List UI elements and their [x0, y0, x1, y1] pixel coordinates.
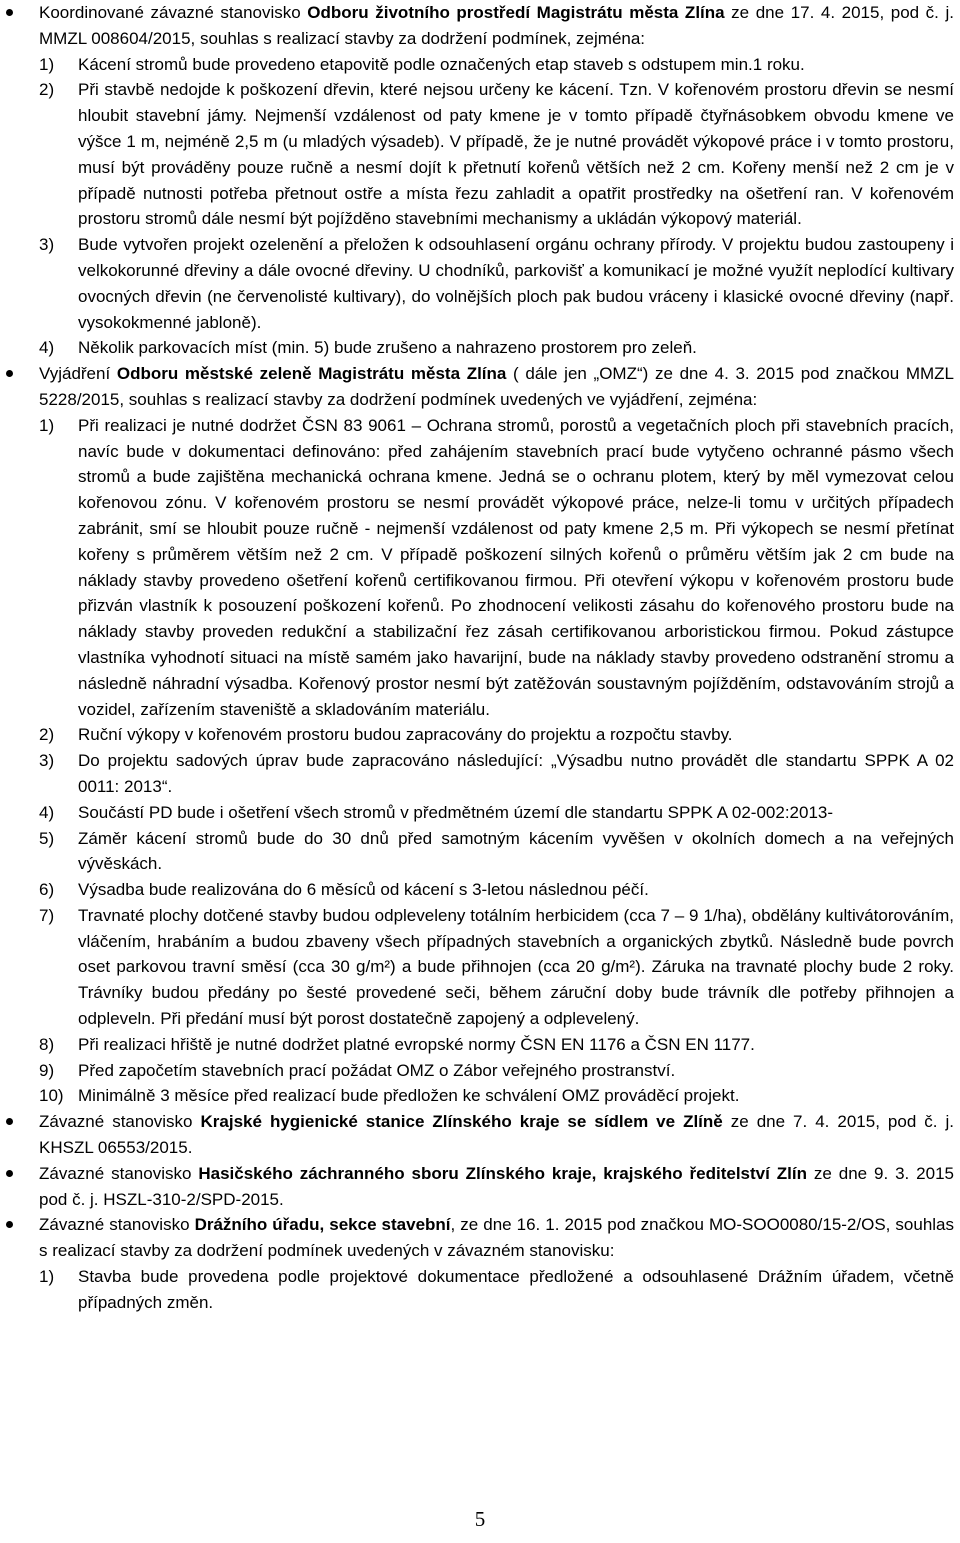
- condition-text: Při realizaci je nutné dodržet ČSN 83 9061 – Ochrana stromů, porostů a vegetačních ploch při stavebních pracích, navíc bude v dokumentaci definováno: před zahájením stavebních prací bude vytyčeno ochranné pásmo všech stromů a bude zajištěna mechanická ochrana kmene. Jedná se o ochranu plotem, který by měl vymezovat celou kořenovou zónu. V kořenovém prostoru se nesmí provádět výkopové práce, nelze-li tomu v určitých případech zabránit, smí se hloubit pouze ručně - nejmenší vzdálenost od paty kmene 2,5 m. Při výkopech se nesmí přetínat kořeny s průměrem větším než 2 cm. V případě poškození silných kořenů o průměru větším jak 2 cm bude na náklady stavby provedeno ošetření kořenů certifikovanou firmou. Při otevření výkopu v kořenovém prostoru bude přizván vlastník k posouzení poškození kořenů. Po zhodnocení velikosti zásahu do kořenového prostoru bude na náklady stavby proveden redukční a stabilizační řez zásah certifikovanou arboristickou firmou. Pokud zástupce vlastníka vyhodnotí situaci na místě samém jako havarijní, bude na náklady stavby provedeno odstranění stromu a následně náhradní výsadba. Kořenový prostor nesmí být zatěžován soustavným pojížděním, odstavováním strojů a vozidel, zařízením staveniště a skladováním materiálu.: [78, 415, 954, 719]
- intro-text: Závazné stanovisko: [39, 1112, 201, 1132]
- condition-item: [39, 748, 954, 800]
- condition-item: [39, 1058, 954, 1084]
- condition-item: [39, 826, 954, 878]
- condition-number: 1): [39, 415, 55, 435]
- intro-text: Koordinované závazné stanovisko: [39, 3, 308, 22]
- section-intro: [39, 1212, 954, 1264]
- bullet-dot-icon: [6, 1118, 13, 1125]
- condition-text: Výsadba bude realizována do 6 měsíců od kácení s 3-letou následnou péčí.: [78, 880, 649, 900]
- section-intro: [39, 0, 954, 52]
- condition-number: 1): [39, 54, 55, 74]
- condition-text: Před započetím stavebních prací požádat OMZ o Zábor veřejného prostranství.: [78, 1060, 676, 1080]
- condition-item: [39, 1032, 954, 1058]
- condition-number: 5): [39, 828, 55, 848]
- intro-text: Vyjádření: [39, 364, 117, 384]
- condition-list: [39, 413, 954, 1110]
- condition-text: Ruční výkopy v kořenovém prostoru budou zapracovány do projektu a rozpočtu stavby.: [78, 725, 733, 745]
- authority-name: Drážního úřadu, sekce stavební: [194, 1215, 451, 1235]
- intro-text: , ze dne 16. 1. 2015 pod značkou MO-SOO0080/15-2/OS, souhlas s realizací stavby za dodržení podmínek uvedených v závazném stanovisku:: [39, 1215, 955, 1261]
- condition-text: Kácení stromů bude provedeno etapovitě podle označených etap staveb s odstupem min.1 roku.: [78, 54, 805, 74]
- section-intro: [39, 361, 954, 413]
- condition-item: [39, 903, 954, 1032]
- condition-text: Bude vytvořen projekt ozelenění a přeložen k odsouhlasení orgánu ochrany přírody. V projektu budou zastoupeny i velkokorunné dřeviny a dále ovocné dřeviny. U chodníků, parkovišť a komunikací je možné využít neplodící kultivary ovocných dřevin (ne červenolisté kultivary), do volnějších ploch pak budou vráceny i klasické ovocné dřeviny (např. vysokokmenné jabloně).: [78, 235, 954, 332]
- condition-number: 3): [39, 751, 55, 771]
- intro-text: Závazné stanovisko: [39, 1215, 195, 1235]
- condition-number: 1): [39, 1267, 55, 1287]
- condition-item: [39, 232, 954, 335]
- condition-item: [39, 722, 954, 748]
- bullet-section: [0, 1161, 960, 1213]
- condition-item: [39, 800, 954, 826]
- condition-number: 7): [39, 905, 55, 925]
- intro-text: ( dále jen „OMZ“) ze dne 4. 3. 2015 pod značkou MMZL 5228/2015, souhlas s realizací stavby za dodržení podmínek uvedených ve vyjádření, zejména:: [39, 364, 954, 409]
- bullet-section: [0, 1109, 960, 1161]
- page-number: 5: [474, 1507, 486, 1531]
- condition-number: 4): [39, 338, 55, 358]
- intro-text: Závazné stanovisko: [39, 1163, 199, 1183]
- bullet-dot-icon: [6, 370, 13, 377]
- condition-text: Několik parkovacích míst (min. 5) bude zrušeno a nahrazeno prostorem pro zeleň.: [78, 338, 697, 358]
- condition-text: Do projektu sadových úprav bude zapracováno následující: „Výsadbu nutno provádět dle standartu SPPK A 02 0011: 2013“.: [78, 751, 954, 796]
- condition-text: Stavba bude provedena podle projektové dokumentace předložené a odsouhlasené Drážním úřadem, včetně případných změn.: [78, 1267, 954, 1312]
- intro-text: ze dne 7. 4. 2015, pod č. j. KHSZL 06553/2015.: [39, 1112, 954, 1158]
- condition-text: Minimálně 3 měsíce před realizací bude předložen ke schválení OMZ prováděcí projekt.: [78, 1086, 740, 1106]
- bullet-dot-icon: [6, 1170, 13, 1177]
- intro-text: ze dne 9. 3. 2015 pod č. j. HSZL-310-2/SPD-2015.: [39, 1163, 955, 1209]
- condition-number: 10): [39, 1086, 64, 1106]
- section-intro: [39, 1161, 954, 1213]
- authority-name: Odboru životního prostředí Magistrátu města Zlína: [307, 3, 725, 22]
- authority-name: Krajské hygienické stanice Zlínského kraje se sídlem ve Zlíně: [200, 1112, 723, 1132]
- condition-text: Při realizaci hřiště je nutné dodržet platné evropské normy ČSN EN 1176 a ČSN EN 1177.: [78, 1034, 755, 1054]
- bullet-section: [0, 1212, 960, 1315]
- condition-text: Záměr kácení stromů bude do 30 dnů před samotným kácením vyvěšen v okolních domech a na veřejných vývěskách.: [78, 828, 954, 874]
- condition-text: Travnaté plochy dotčené stavby budou odpleveleny totálním herbicidem (cca 7 – 9 1/ha), obdělány kultivátorováním, vláčením, hrabáním a budou zbaveny všech případných stavebních a organických zbytků. Následně bude povrch oset parkovou travní směsí (cca 30 g/m²) a bude přihnojen (cca 20 g/m²). Záruka na travnaté plochy bude 2 roky. Trávníky budou předány po šesté provedené seči, během záruční doby bude trávník dle potřeby přihnojen a odpleveln. Při předání musí být porost dostatečně zapojený a odplevelený.: [78, 905, 954, 1029]
- condition-number: 3): [39, 235, 55, 255]
- condition-item: [39, 1083, 954, 1109]
- condition-number: 2): [39, 80, 55, 100]
- condition-item: [39, 52, 954, 78]
- condition-item: [39, 1264, 954, 1316]
- condition-number: 2): [39, 725, 55, 745]
- condition-item: [39, 877, 954, 903]
- condition-number: 4): [39, 802, 55, 822]
- condition-number: 9): [39, 1060, 55, 1080]
- intro-text: ze dne 17. 4. 2015, pod č. j. MMZL 008604/2015, souhlas s realizací stavby za dodržení podmínek, zejména:: [39, 3, 954, 48]
- bullet-dot-icon: [6, 9, 13, 16]
- bullet-section: [0, 361, 960, 1109]
- condition-item: [39, 77, 954, 232]
- condition-item: [39, 335, 954, 361]
- condition-number: 6): [39, 880, 55, 900]
- condition-text: Při stavbě nedojde k poškození dřevin, které nejsou určeny ke kácení. Tzn. V kořenovém prostoru dřevin se nesmí hloubit stavební jámy. Nejmenší vzdálenost od paty kmene je v tomto případě čtyřnásobkem obvodu kmene ve výšce 1 m, nejméně 2,5 m (u mladých výsadeb). V případě, že je nutné provádět výkopové práce i v tomto prostoru, musí být prováděny pouze ručně a nesmí dojít k přetnutí kořenů větších než 2 cm. Kořeny menší než 2 cm je v případě nutnosti potřeba přetnout ostře a místa řezu zahladit a opatřit prostředky na ošetření ran. V kořenovém prostoru stromů dále nesmí být pojížděno stavebními mechanismy a ukládán výkopový materiál.: [78, 80, 954, 229]
- authority-name: Odboru městské zeleně Magistrátu města Zlína: [116, 364, 507, 384]
- condition-number: 8): [39, 1034, 55, 1054]
- condition-list: [39, 52, 954, 362]
- authority-name: Hasičského záchranného sboru Zlínského kraje, krajského ředitelství Zlín: [198, 1163, 807, 1183]
- bullet-dot-icon: [6, 1221, 13, 1228]
- condition-list: [39, 1264, 954, 1316]
- bullet-section: [0, 0, 960, 361]
- condition-text: Součástí PD bude i ošetření všech stromů v předmětném území dle standartu SPPK A 02-002:2013-: [78, 802, 834, 822]
- section-intro: [39, 1109, 954, 1161]
- condition-item: [39, 413, 954, 723]
